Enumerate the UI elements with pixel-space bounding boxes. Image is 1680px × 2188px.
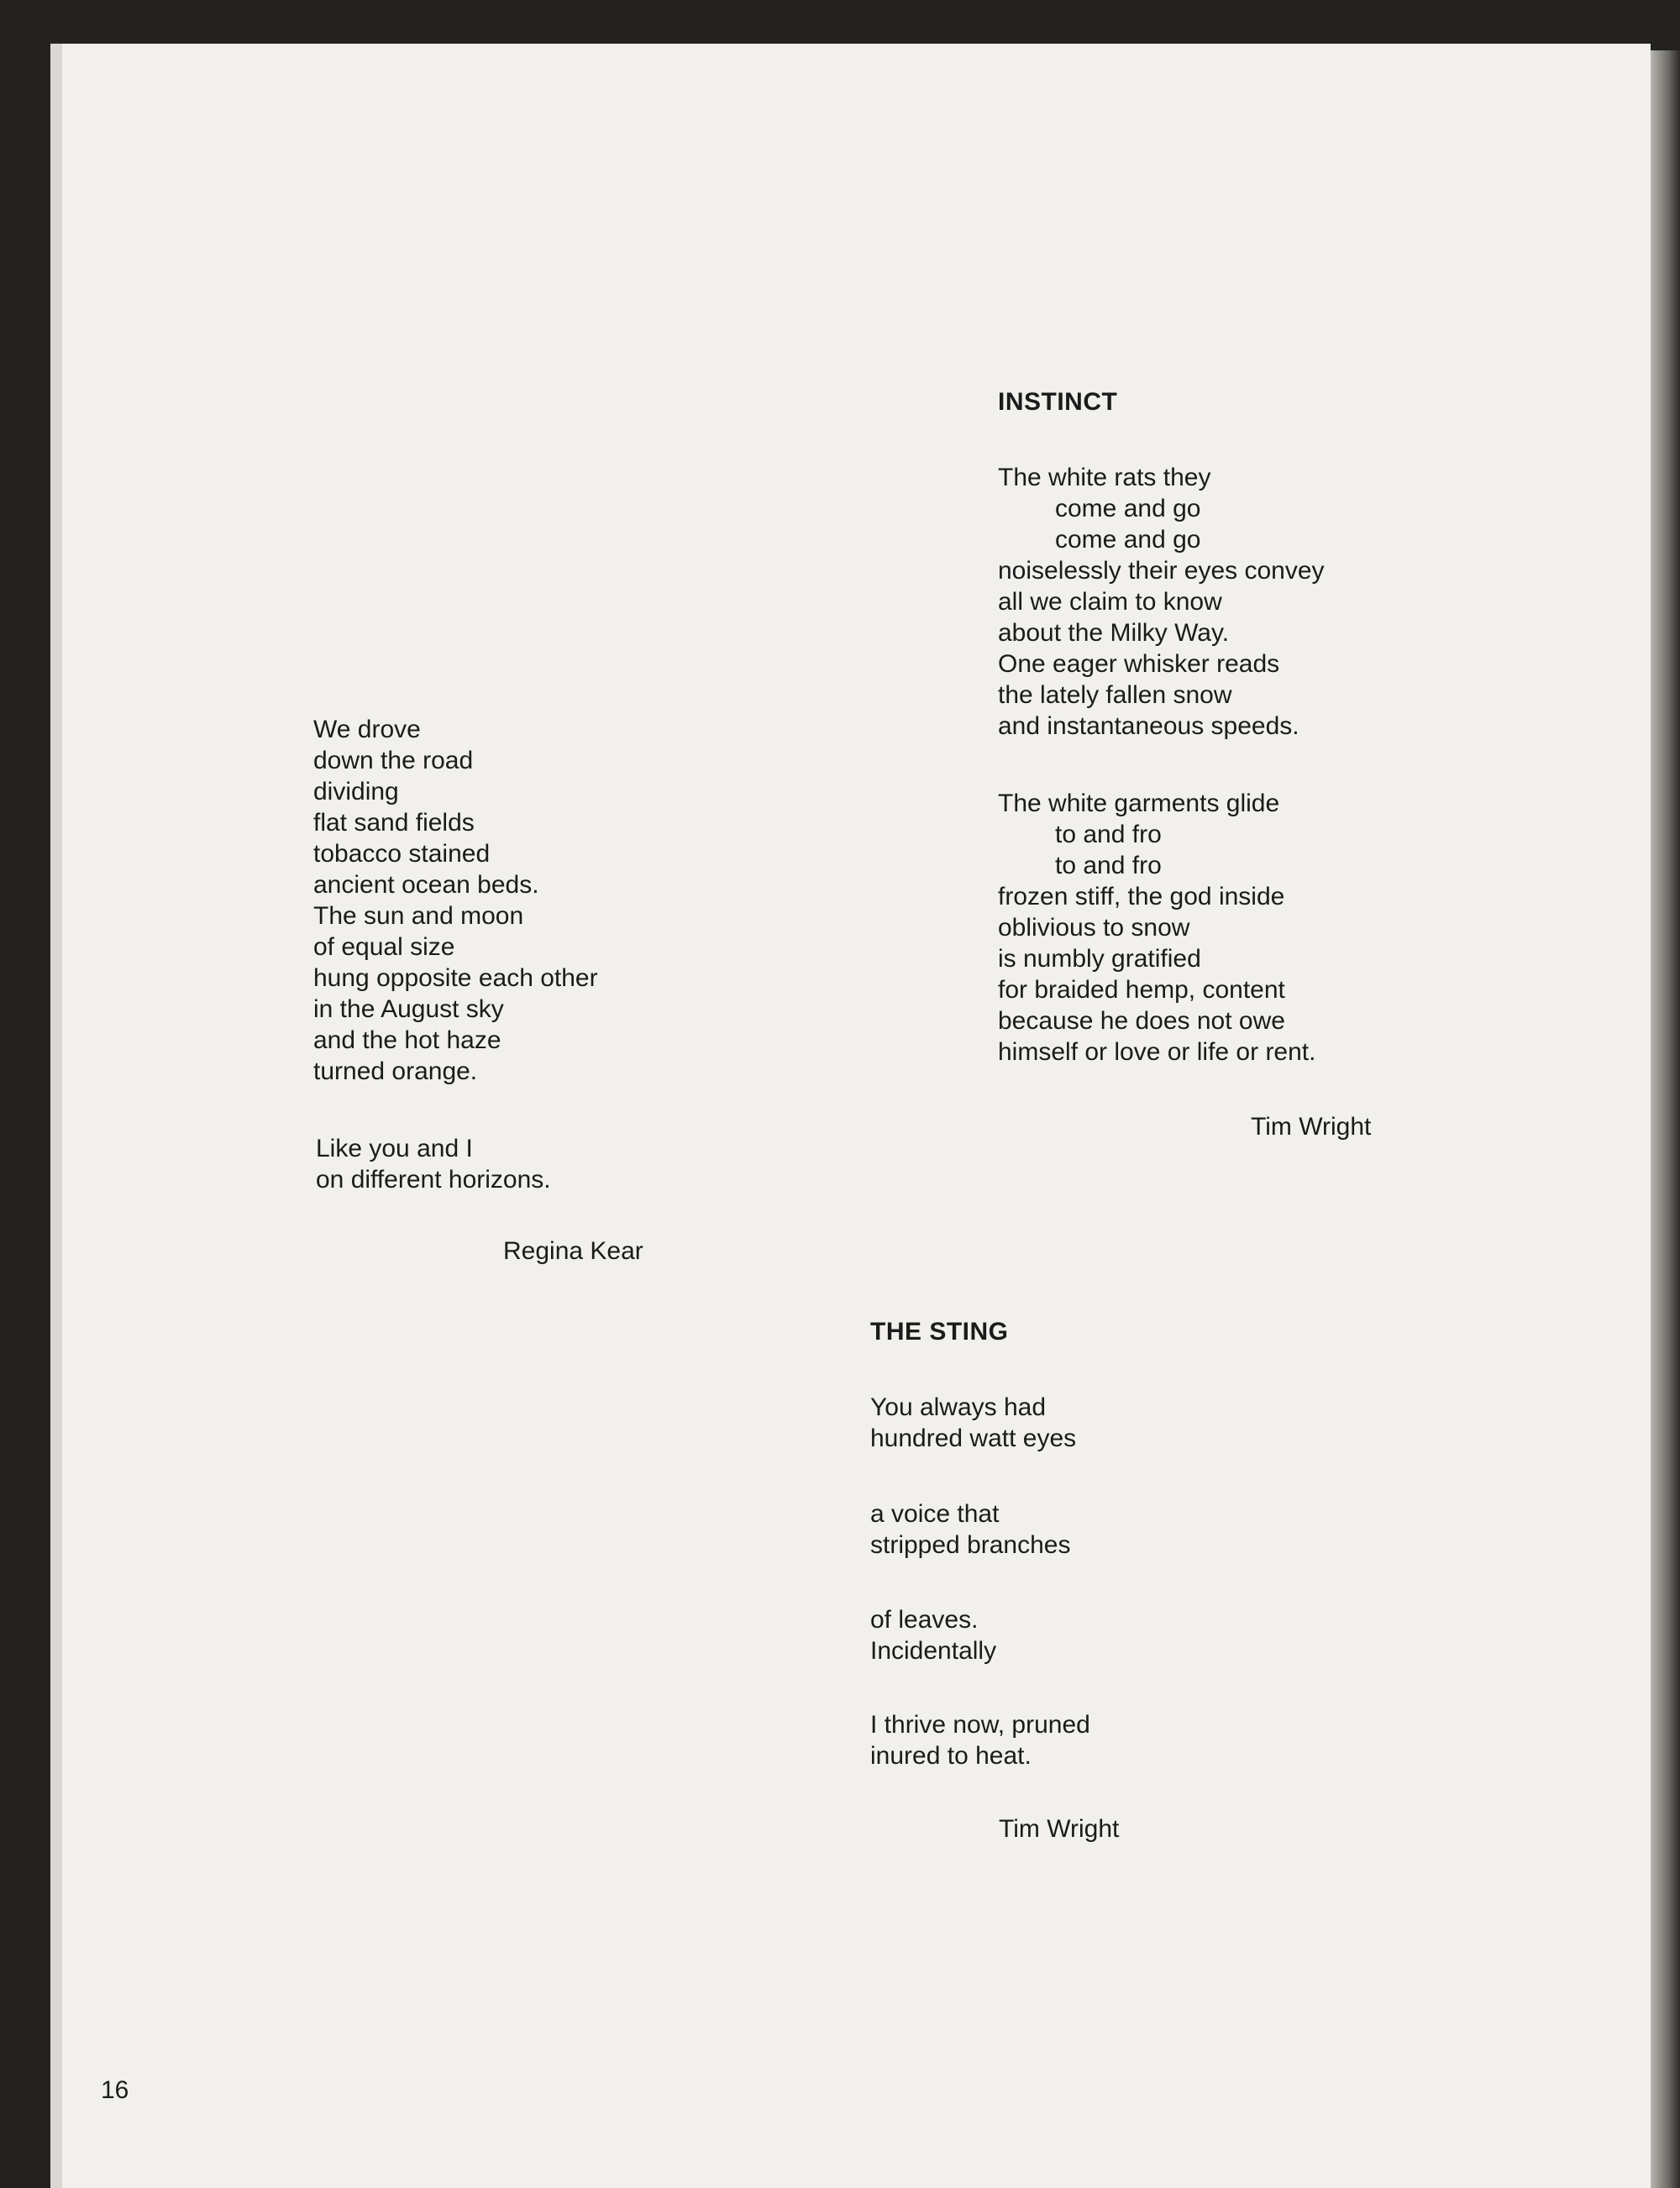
poem-line: One eager whisker reads xyxy=(998,650,1280,678)
poem-line: Like you and I xyxy=(316,1135,473,1162)
poem-line: Incidentally xyxy=(870,1637,997,1665)
poem-line: flat sand fields xyxy=(313,809,475,837)
sting-author: Tim Wright xyxy=(999,1815,1120,1843)
poem-line: inured to heat. xyxy=(870,1742,1032,1770)
poem-left-author: Regina Kear xyxy=(503,1237,643,1265)
instinct-stanza1 xyxy=(998,462,1325,742)
poem-line: about the Milky Way. xyxy=(998,619,1230,647)
poem-line: The sun and moon xyxy=(313,902,524,930)
poem-line: The white rats they xyxy=(998,464,1211,491)
poem-left-stanza1 xyxy=(313,714,598,1087)
poem-line: You always had xyxy=(870,1393,1047,1421)
sting-stanza3 xyxy=(870,1604,996,1666)
sting-stanza1 xyxy=(870,1392,1076,1454)
poem-line: of leaves. xyxy=(870,1606,979,1634)
poem-line: of equal size xyxy=(313,933,455,961)
page-edge xyxy=(50,44,62,2188)
poem-line: down the road xyxy=(313,747,474,774)
poem-line: all we claim to know xyxy=(998,588,1222,616)
poem-line: is numbly gratified xyxy=(998,945,1201,973)
sting-stanza4 xyxy=(870,1709,1090,1771)
page-number: 16 xyxy=(101,2076,129,2104)
poem-line: on different horizons. xyxy=(316,1166,551,1194)
book-spine-shadow xyxy=(1651,50,1680,2188)
poem-line: come and go xyxy=(1055,495,1201,522)
poem-line: and the hot haze xyxy=(313,1026,501,1054)
poem-line: because he does not owe xyxy=(998,1007,1285,1035)
poem-line: and instantaneous speeds. xyxy=(998,712,1299,740)
poem-line: himself or love or life or rent. xyxy=(998,1038,1316,1066)
poem-line: to and fro xyxy=(1055,852,1162,879)
sting-stanza2 xyxy=(870,1498,1070,1561)
poem-line: dividing xyxy=(313,778,399,805)
poem-line: in the August sky xyxy=(313,995,504,1023)
poem-line: the lately fallen snow xyxy=(998,681,1232,709)
poem-line: turned orange. xyxy=(313,1057,478,1085)
poem-line: tobacco stained xyxy=(313,840,491,868)
poem-line: hung opposite each other xyxy=(313,964,598,992)
poem-line: to and fro xyxy=(1055,821,1162,848)
poem-line: frozen stiff, the god inside xyxy=(998,883,1285,910)
sting-title: THE STING xyxy=(870,1318,1009,1346)
poem-line: come and go xyxy=(1055,526,1201,554)
poem-left-stanza2 xyxy=(316,1133,551,1195)
poem-line: noiselessly their eyes convey xyxy=(998,557,1325,585)
book-page xyxy=(50,44,1651,2188)
poem-line: I thrive now, pruned xyxy=(870,1711,1090,1739)
poem-line: for braided hemp, content xyxy=(998,976,1285,1004)
poem-line: The white garments glide xyxy=(998,790,1280,817)
poem-line: ancient ocean beds. xyxy=(313,871,539,899)
poem-line: hundred watt eyes xyxy=(870,1425,1077,1452)
instinct-title: INSTINCT xyxy=(998,388,1118,416)
instinct-author: Tim Wright xyxy=(1251,1113,1372,1141)
poem-line: stripped branches xyxy=(870,1531,1071,1559)
poem-line: oblivious to snow xyxy=(998,914,1190,942)
instinct-stanza2 xyxy=(998,788,1315,1068)
poem-line: We drove xyxy=(313,716,421,743)
poem-line: a voice that xyxy=(870,1500,1000,1528)
